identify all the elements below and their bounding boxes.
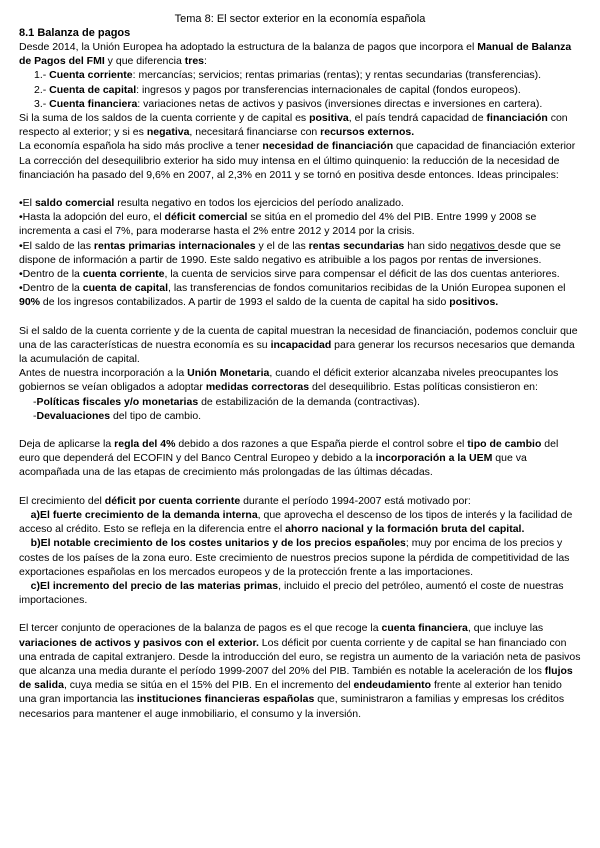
bullet-rentas: •El saldo de las rentas primarias internacionales y el de las rentas secundarias han sido negativos desde que se dispone de información a partir de 1990. Este saldo negativo es atribuible a los pagos por rentas de inversiones. (19, 239, 561, 266)
spacer (19, 182, 581, 196)
paragraph-regla-4: Deja de aplicarse la regla del 4% debido a dos razones a que España pierde el control sobre el tipo de cambio del euro que dependerá del ECOFIN y del Banco Central Europeo y debido a la incorporación a la UEM que va acompañada una de las etapas de crecimiento más prolongadas de las últimas décadas. (19, 438, 559, 479)
paragraph-union-monetaria: Antes de nuestra incorporación a la Unión Monetaria, cuando el déficit exterior alcanzaba niveles preocupantes los gobiernos se veían obligados a adoptar medidas correctoras del desequilibrio. Estas políticas consistieron en: (19, 367, 559, 394)
bullet-cuenta-corriente: •Dentro de la cuenta corriente, la cuenta de servicios sirve para compensar el déficit de las dos cuentas anteriores. (19, 268, 560, 281)
factor-demanda-interna: a)El fuerte crecimiento de la demanda interna, que aprovecha el descenso de los tipos de interés y la facilidad de acceso al crédito. Esto se refleja en la diferencia entre el ahorro nacional y la formación bruta del capital. (19, 508, 573, 536)
spacer (19, 480, 581, 494)
list-item-politicas: -Políticas fiscales y/o monetarias de estabilización de la demanda (contractivas). (33, 395, 420, 408)
spacer (19, 607, 581, 621)
spacer (19, 310, 581, 324)
paragraph-incapacidad: Si el saldo de la cuenta corriente y de la cuenta de capital muestran la necesidad de financiación, podemos concluir que una de las características de nuestra economía es su incapacidad para generar los recursos necesarios que demanda la acumulación de capital. (19, 324, 578, 366)
intro-paragraph: Desde 2014, la Unión Europea ha adoptado la estructura de la balanza de pagos que incorpora el Manual de Balanza de Pagos del FMI y que diferencia tres: (19, 41, 572, 68)
list-item-cuenta-corriente: 1.- Cuenta corriente: mercancías; servicios; rentas primarias (rentas); y rentas secundarias (transferencias). (34, 69, 542, 82)
section-heading: 8.1 Balanza de pagos (19, 27, 131, 39)
paragraph-proclive: La economía española ha sido más proclive a tener necesidad de financiación que capacidad de financiación exterior (19, 140, 576, 153)
factor-costes-unitarios: b)El notable crecimiento de los costes unitarios y de los precios españoles; muy por encima de los precios y costes de los países de la zona euro. Este crecimiento de nuestros precios supone la pérdida de competitividad de las exportaciones españolas en los mercados europeos y de la protección frente a las importaciones. (19, 537, 570, 578)
list-item-devaluaciones: -Devaluaciones del tipo de cambio. (33, 409, 202, 422)
paragraph-cuenta-financiera: El tercer conjunto de operaciones de la balanza de pagos es el que recoge la cuenta financiera, que incluye las variaciones de activos y pasivos con el exterior. Los déficit por cuenta corriente y de capital se han financiado con una entrada de capital extranjero. Desde la introducción del euro, se registra un aumento de la variación neta de pasivos que alcanza una media durante el período 1999-2007 del 20% del PIB. También es notable la aceleración de los flujos de salida, cuya media se sitúa en el 15% del PIB. En el incremento del endeudamiento frente al exterior han tenido una gran importancia las instituciones financieras españolas que, suministraron a familias y empresas los créditos necesarios para mantener el auge inmobiliario, el consumo y la inversión. (19, 622, 581, 720)
list-item-cuenta-capital: 2.- Cuenta de capital: ingresos y pagos por transferencias internacionales de capital (fondos europeos). (34, 83, 521, 96)
document-title: Tema 8: El sector exterior en la economía española (174, 13, 426, 25)
paragraph-suma-saldos: Si la suma de los saldos de la cuenta corriente y de capital es positiva, el país tendrá capacidad de financiación con respecto al exterior; y si es negativa, necesitará financiarse con recursos externos. (19, 112, 568, 139)
paragraph-crecimiento-deficit: El crecimiento del déficit por cuenta corriente durante el período 1994-2007 está motivado por: (19, 494, 471, 507)
list-item-cuenta-financiera: 3.- Cuenta financiera: variaciones netas de activos y pasivos (inversiones directas e inversiones en cartera). (34, 97, 543, 110)
paragraph-correccion: La corrección del desequilibrio exterior ha sido muy intensa en el último quinquenio: la reducción de la necesidad de financiación ha pasado del 9,6% en 2007, al 2,3% en 2011 y se tornó en positiva desde entonces. Ideas principales: (19, 154, 560, 181)
bullet-saldo-comercial: •El saldo comercial resulta negativo en todos los ejercicios del período analizado. (19, 197, 404, 210)
spacer (19, 423, 581, 437)
bullet-cuenta-capital: •Dentro de la cuenta de capital, las transferencias de fondos comunitarios recibidas de la Unión Europea suponen el 90% de los ingresos contabilizados. A partir de 1993 el saldo de la cuenta de capital ha sido positivos. (19, 282, 566, 309)
bullet-deficit-comercial: •Hasta la adopción del euro, el déficit comercial se sitúa en el promedio del 4% del PIB. Entre 1999 y 2008 se incrementa a casi el 7%, para moderarse hasta el 2% entre 2012 y 2014 por la crisis. (19, 211, 537, 238)
factor-materias-primas: c)El incremento del precio de las materias primas, incluido el precio del petróleo, aumentó el coste de nuestras importaciones. (19, 579, 564, 607)
